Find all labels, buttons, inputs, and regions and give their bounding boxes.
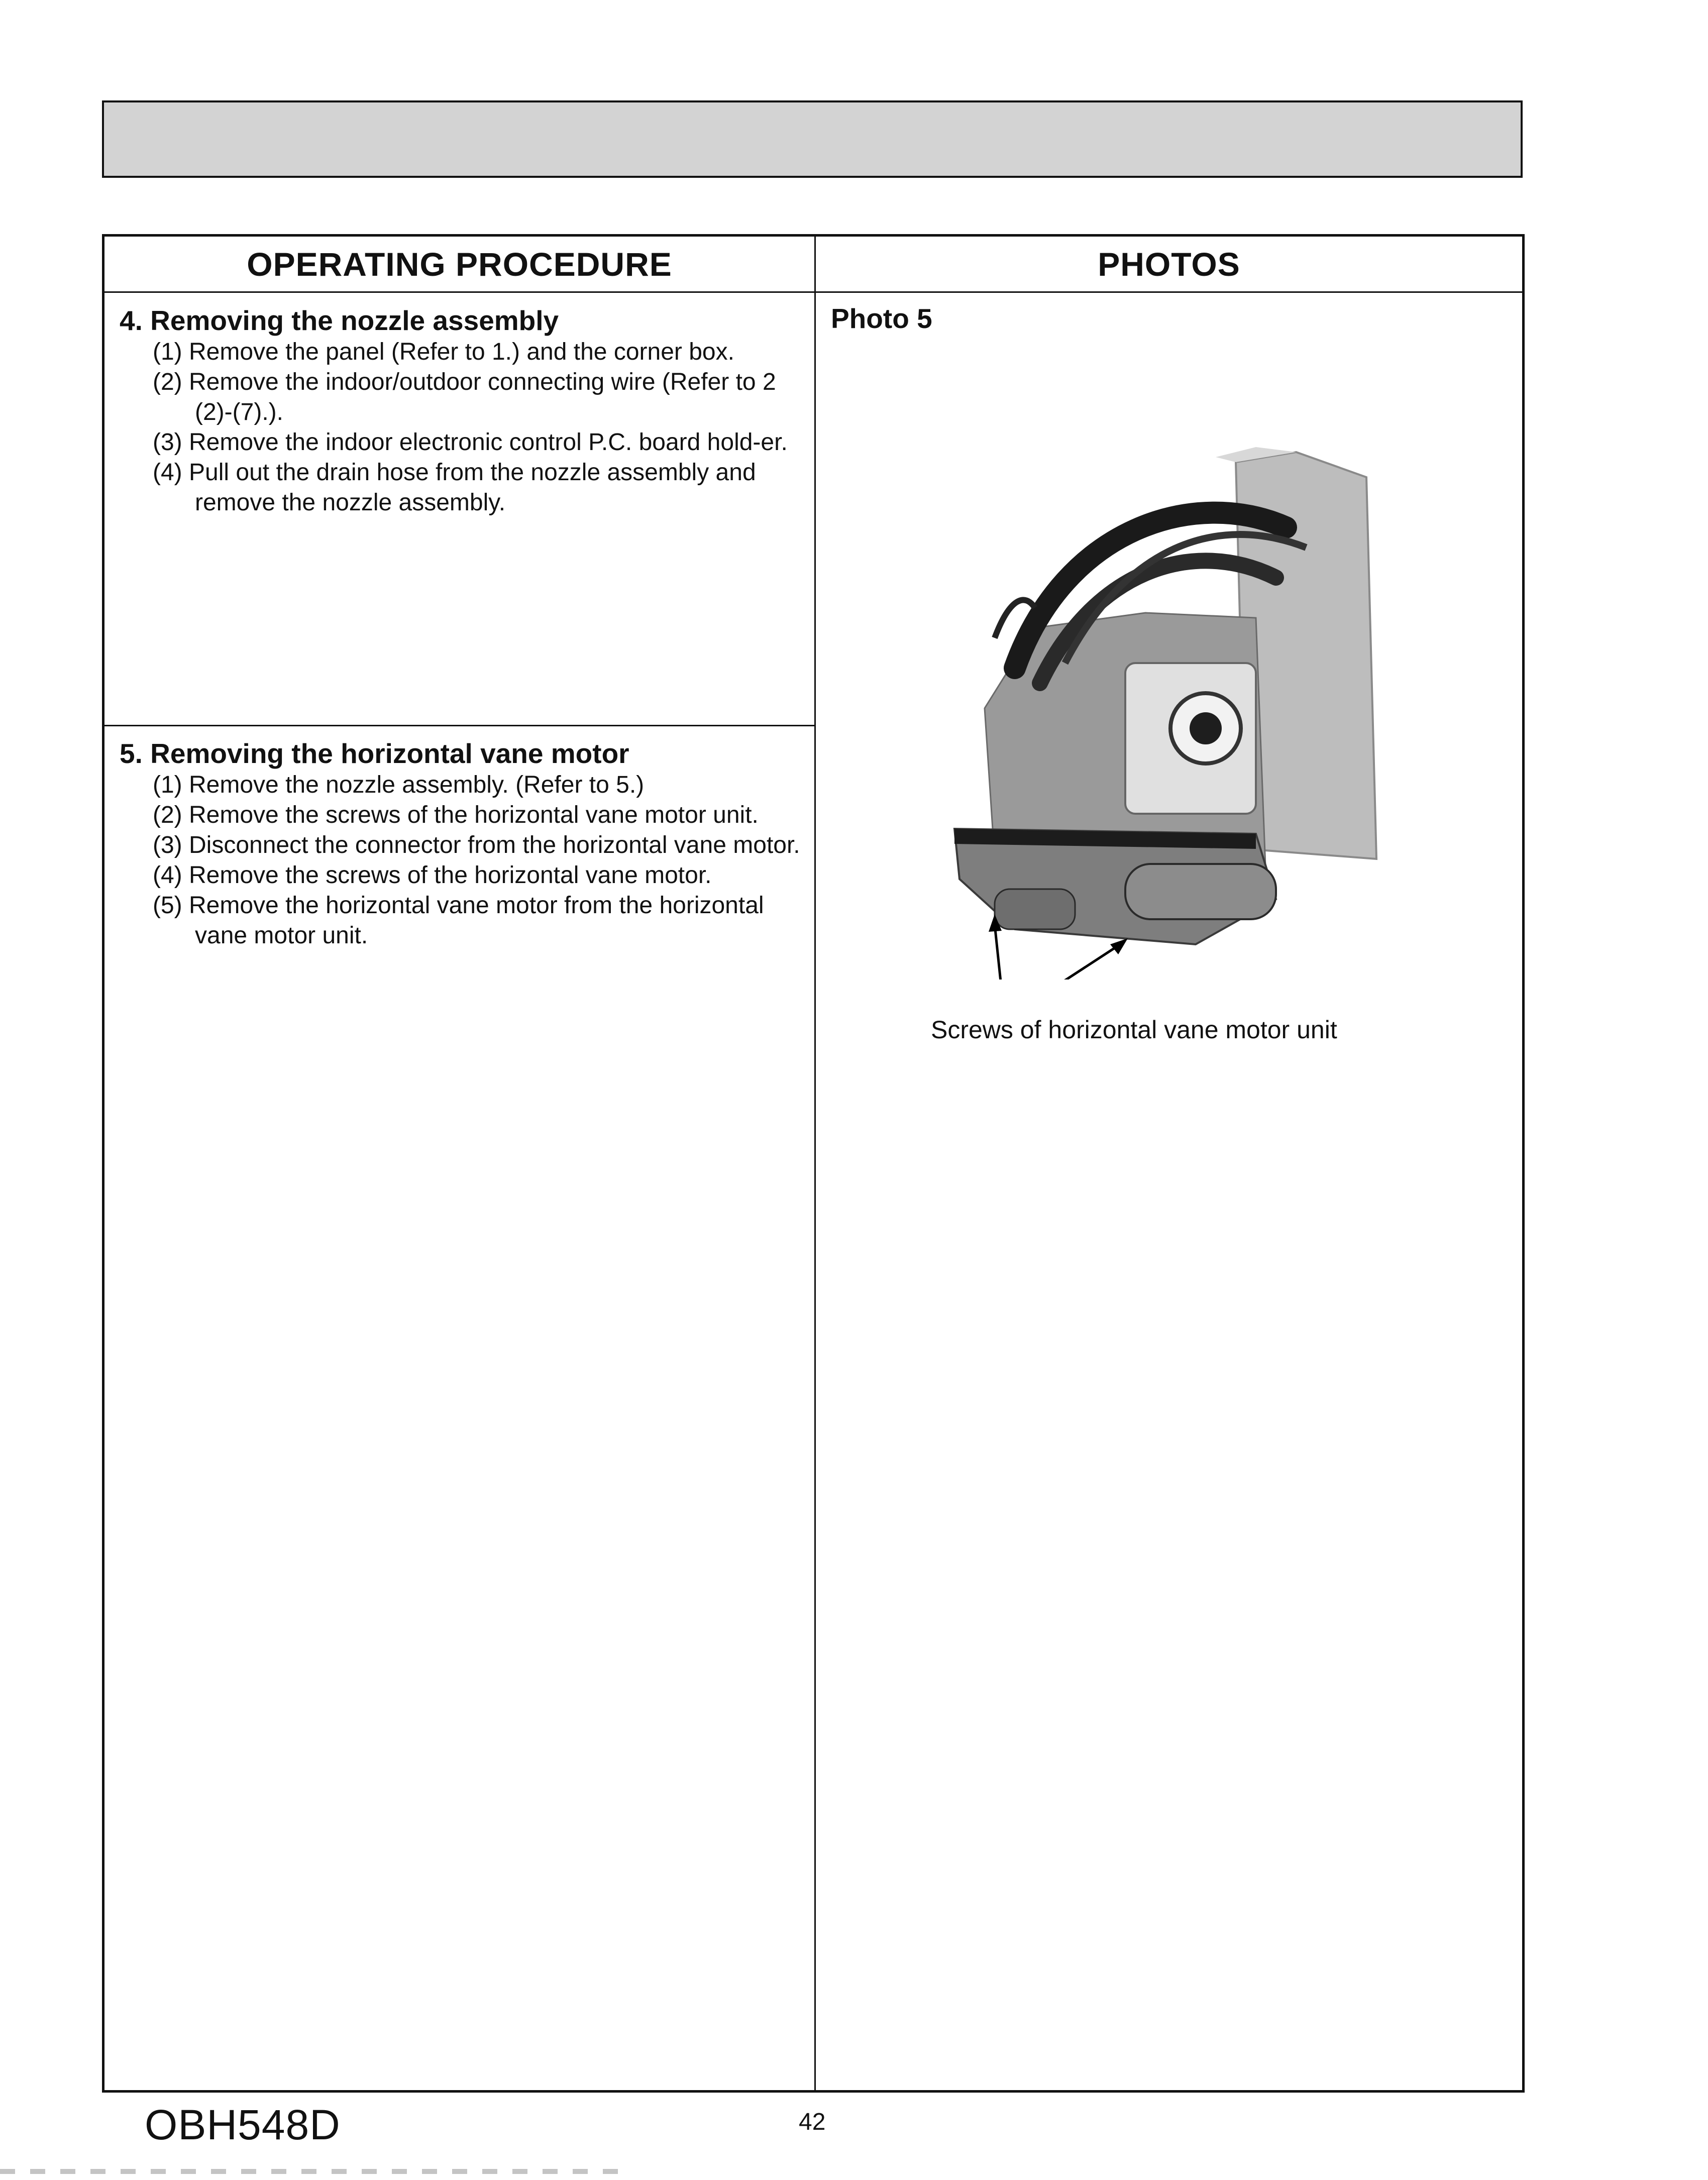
step-item: (4) Pull out the drain hose from the nozzle assembly and remove the nozzle assembly.	[153, 459, 756, 516]
operating-procedure-header: OPERATING PROCEDURE	[247, 245, 672, 283]
model-code: OBH548D	[145, 2101, 341, 2148]
step-item: (3) Remove the indoor electronic control P.C. board hold-er.	[153, 429, 788, 456]
section-nozzle-assembly	[120, 304, 803, 518]
photo-caption: Screws of horizontal vane motor unit	[931, 1016, 1337, 1044]
section-title: 4. Removing the nozzle assembly	[120, 305, 559, 336]
header-bar	[102, 100, 1523, 178]
section-divider	[104, 725, 814, 726]
unit-photo	[934, 447, 1417, 979]
steps-list	[120, 770, 803, 951]
step-item: (3) Disconnect the connector from the horizontal vane motor.	[153, 832, 800, 858]
step-item: (5) Remove the horizontal vane motor from the horizontal vane motor unit.	[153, 892, 764, 949]
footer-scan-artifact	[0, 2169, 628, 2174]
step-item: (2) Remove the screws of the horizontal vane motor unit.	[153, 802, 759, 828]
step-item: (2) Remove the indoor/outdoor connecting wire (Refer to 2 (2)-(7).).	[153, 369, 776, 425]
page-number: 42	[799, 2109, 826, 2135]
photos-header: PHOTOS	[1098, 245, 1240, 283]
step-item: (1) Remove the nozzle assembly. (Refer to 5.)	[153, 772, 645, 798]
section-horizontal-vane-motor	[120, 737, 803, 951]
section-title: 5. Removing the horizontal vane motor	[120, 738, 629, 769]
step-item: (1) Remove the panel (Refer to 1.) and the corner box.	[153, 339, 734, 365]
header-divider	[104, 291, 1522, 293]
steps-list	[120, 337, 803, 518]
photo-label: Photo 5	[831, 303, 932, 334]
column-divider	[814, 237, 816, 2090]
step-item: (4) Remove the screws of the horizontal vane motor.	[153, 862, 712, 889]
